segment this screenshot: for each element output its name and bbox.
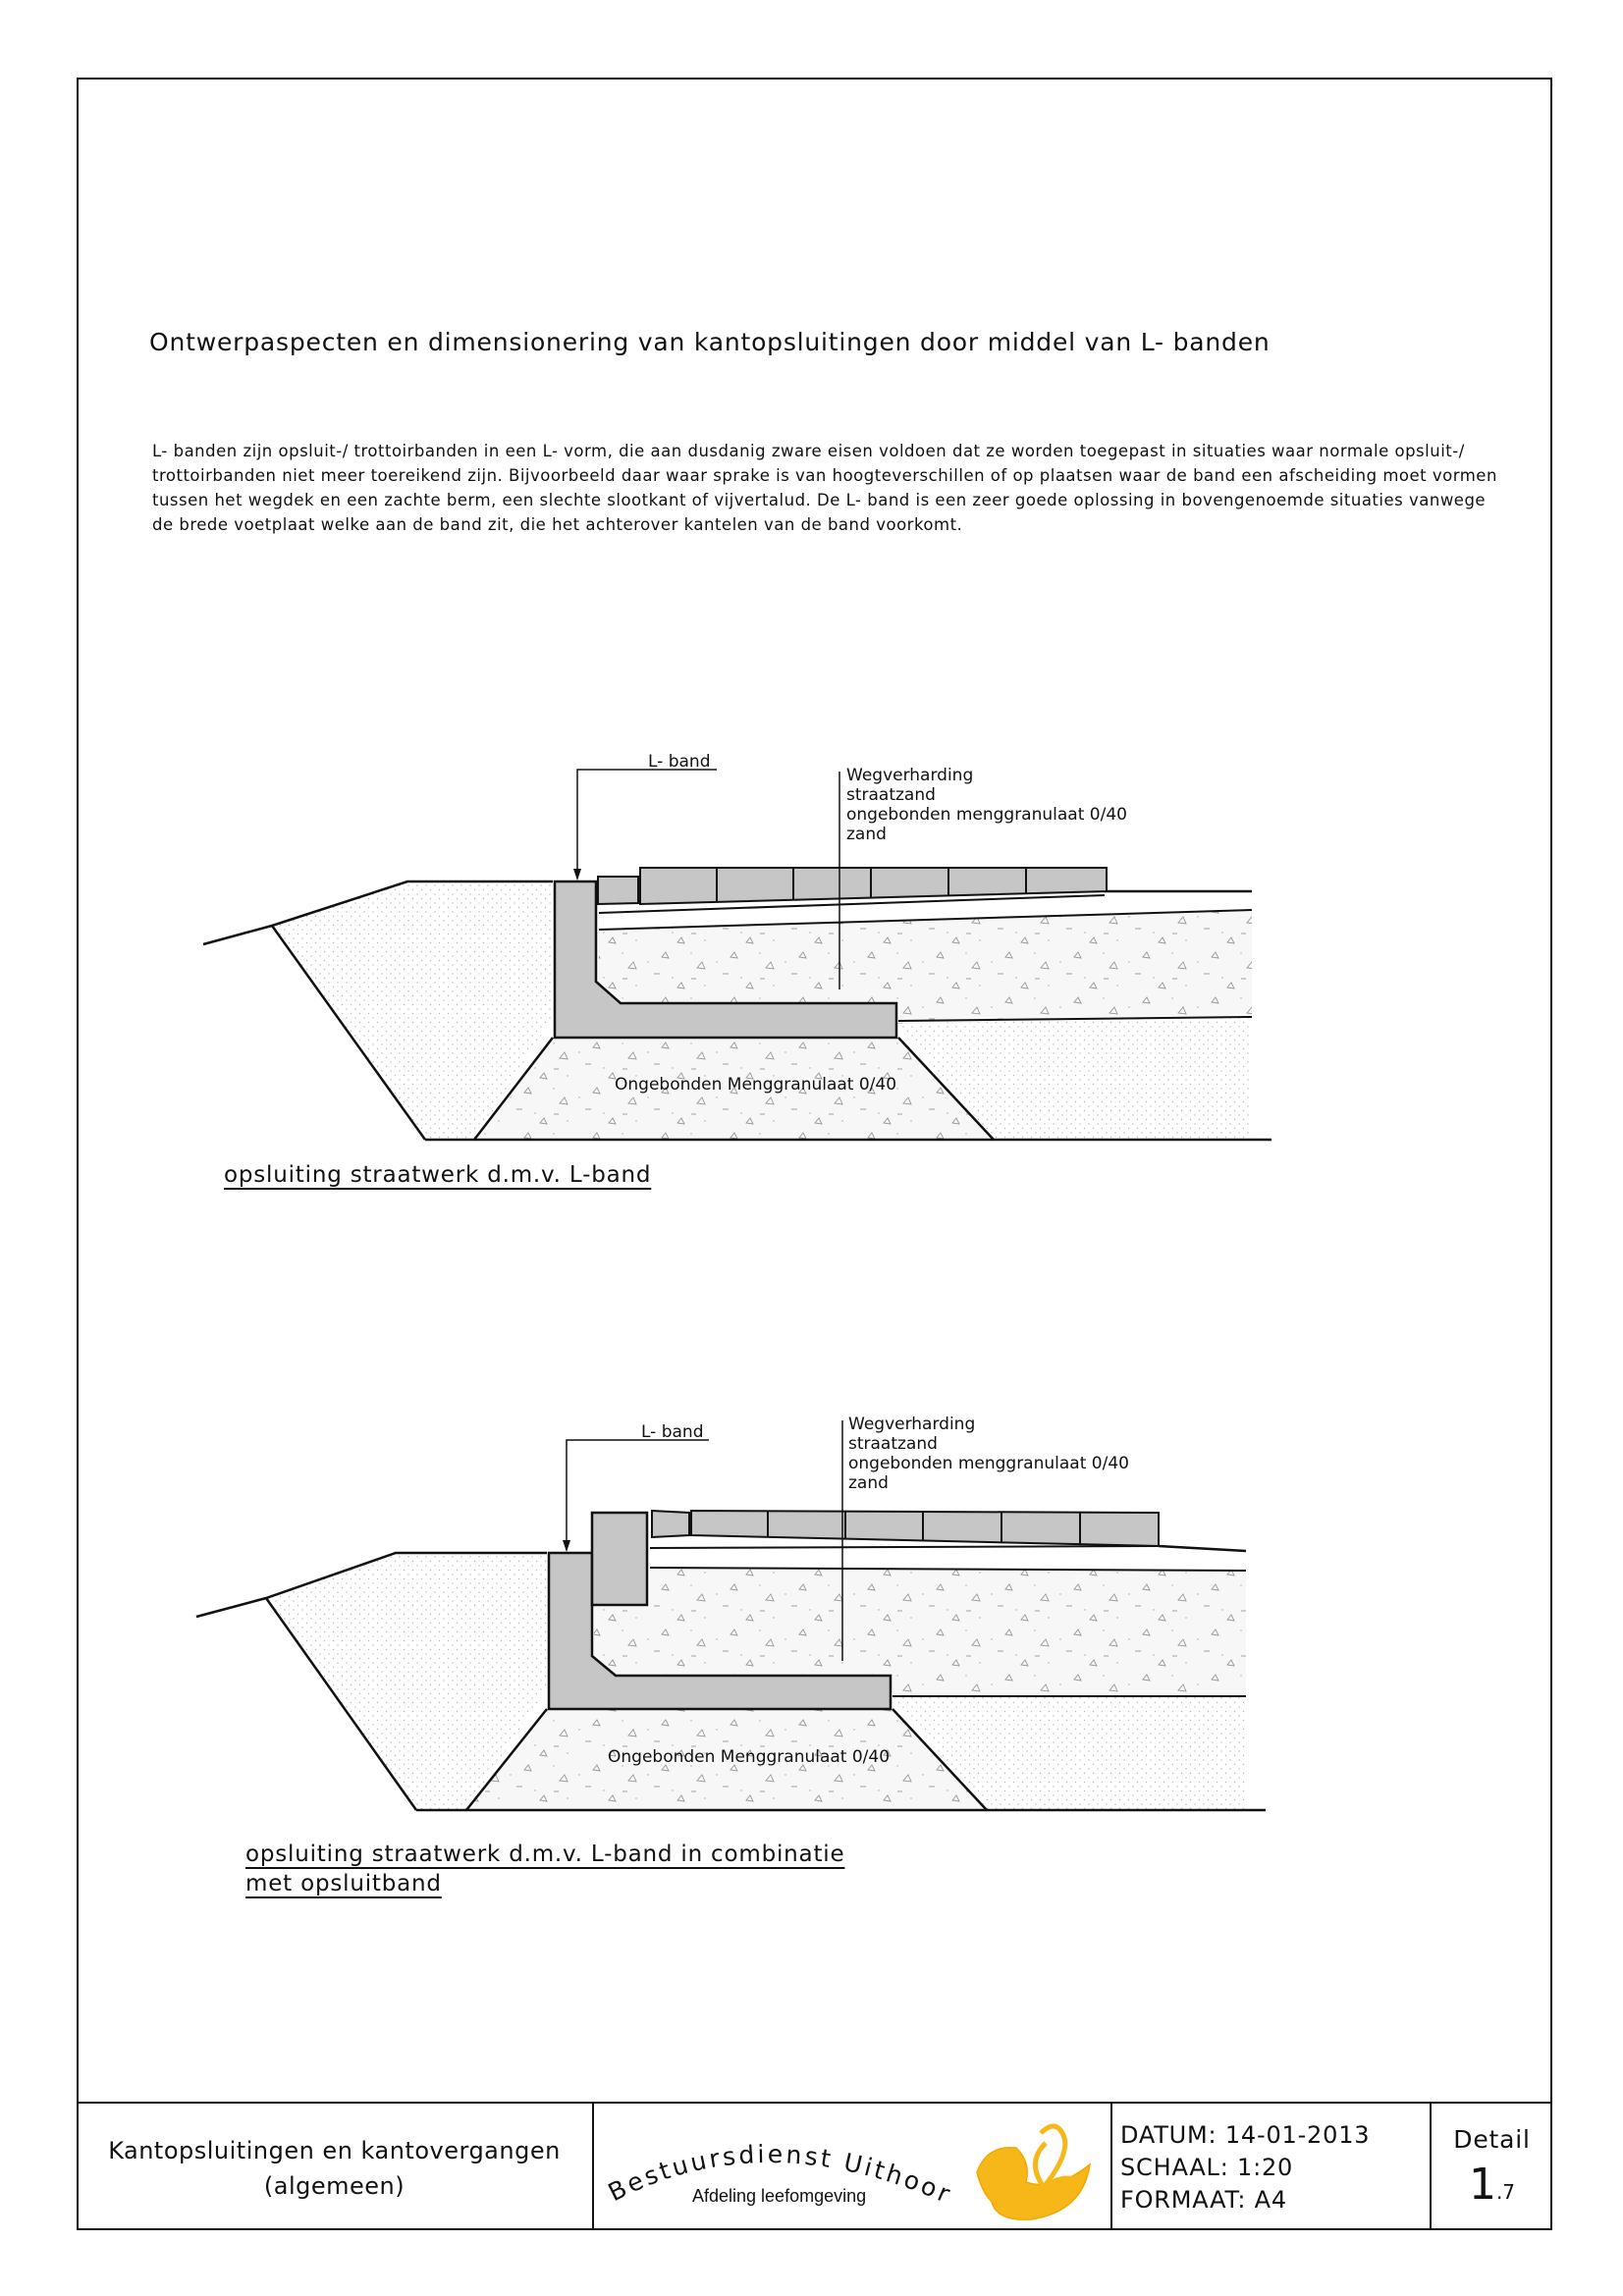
title-block — [77, 2102, 1552, 2230]
project-title-line: Kantopsluitingen en kantovergangen — [108, 2137, 561, 2164]
detail-number-box — [1432, 2104, 1552, 2230]
intro-line: L- banden zijn opsluit-/ trottoirbanden in een L- vorm, die aan dusdanig zware eisen voldoen dat ze worden toegepast in situaties waar normale opsluit-/ — [152, 442, 1465, 460]
page-title: Ontwerpaspecten en dimensionering van kantopsluitingen door middel van L- banden — [149, 328, 1271, 356]
detail-1-band-label: L- band — [648, 752, 711, 772]
detail-2-band-label: L- band — [641, 1422, 704, 1442]
detail-1-section — [203, 752, 1271, 1140]
detail-1-layer-label: Wegverharding — [846, 766, 974, 785]
detail-2-section — [196, 1415, 1266, 1810]
detail-2-caption: opsluiting straatwerk d.m.v. L-band in combinatie — [245, 1842, 845, 1867]
detail-1-layer-label: straatzand — [846, 785, 936, 805]
scale-field: SCHAAL: 1:20 — [1120, 2154, 1294, 2181]
detail-1-caption: opsluiting straatwerk d.m.v. L-band — [224, 1162, 652, 1188]
detail-2-layer-label: straatzand — [848, 1434, 938, 1454]
intro-line: tussen het wegdek en een zachte berm, een slechte slootkant of vijvertalud. De L- band is een zeer goede oplossing in bovengenoemde situaties vanwege — [152, 491, 1487, 509]
detail-2-caption: met opsluitband — [245, 1871, 442, 1896]
detail-1-layer-label: zand — [846, 825, 887, 844]
detail-2-layer-label: ongebonden menggranulaat 0/40 — [848, 1454, 1129, 1473]
organisation-logo — [594, 2104, 1112, 2230]
mermaid-emblem — [977, 2148, 1090, 2219]
date-field: DATUM: 14-01-2013 — [1120, 2121, 1371, 2149]
project-title — [77, 2104, 594, 2230]
detail-1-layer-label: ongebonden menggranulaat 0/40 — [846, 805, 1127, 825]
detail-2-foundation-label: Ongebonden Menggranulaat 0/40 — [608, 1747, 891, 1767]
department-name: Afdeling leefomgeving — [692, 2186, 867, 2206]
detail-number: 1 — [1468, 2160, 1496, 2210]
logo-graphic — [594, 2104, 1110, 2230]
detail-1-foundation-label: Ongebonden Menggranulaat 0/40 — [615, 1075, 897, 1095]
organisation-name: Bestuursdienst Uithoor — [603, 2139, 956, 2210]
drawing-meta — [1112, 2104, 1432, 2230]
detail-2-opsluitband — [592, 1513, 647, 1605]
intro-line: de brede voetplaat welke aan de band zit, die het achterover kantelen van de band voorkomt. — [152, 515, 963, 534]
detail-2-layer-label: Wegverharding — [848, 1415, 976, 1434]
detail-subnumber: .7 — [1495, 2180, 1516, 2204]
project-title-line: (algemeen) — [263, 2172, 406, 2200]
detail-label: Detail — [1453, 2125, 1531, 2154]
format-field: FORMAAT: A4 — [1120, 2186, 1287, 2214]
detail-2-layer-label: zand — [848, 1473, 889, 1493]
intro-line: trottoirbanden niet meer toereikend zijn. Bijvoorbeeld daar waar sprake is van hoogteverschillen of op plaatsen waar de band een afscheiding moet vormen — [152, 466, 1497, 485]
